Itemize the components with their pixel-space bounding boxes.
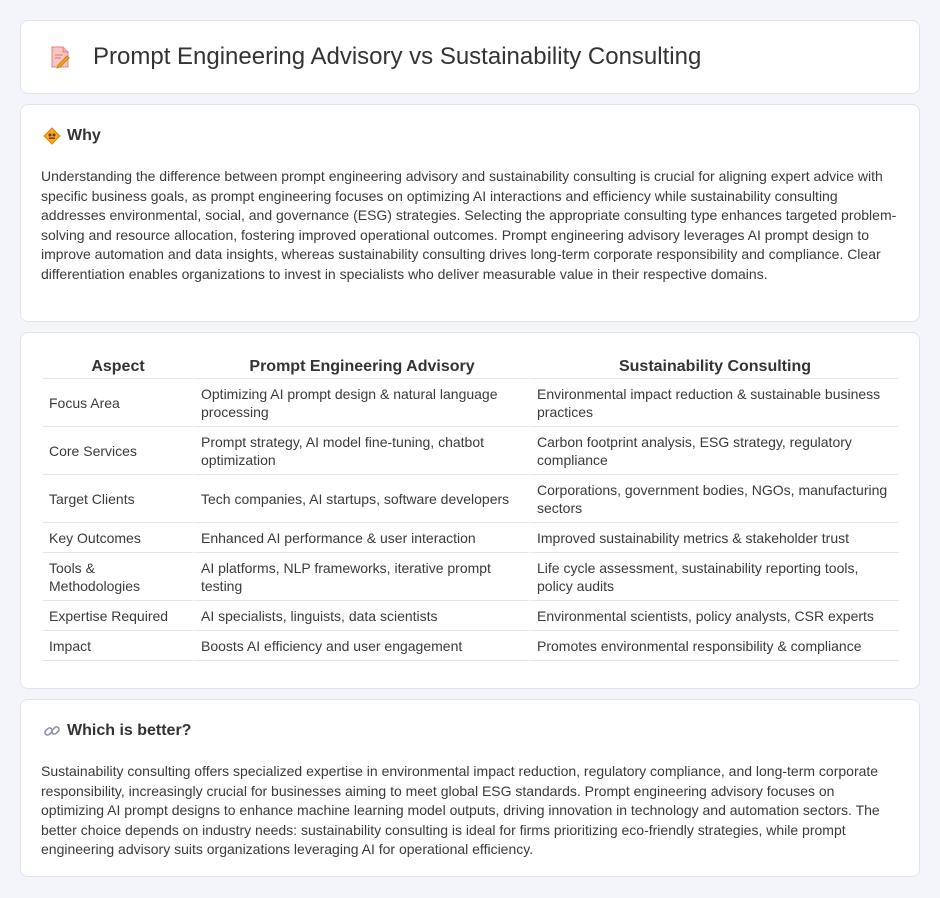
title-row [21, 21, 919, 93]
table-row [43, 523, 899, 553]
aspect-cell: Expertise Required [43, 601, 193, 631]
sustainability-cell: Improved sustainability metrics & stakeholder trust [529, 523, 899, 553]
comparison-table [43, 355, 899, 661]
header-aspect: Aspect [43, 355, 193, 379]
header-prompt-engineering: Prompt Engineering Advisory [193, 355, 529, 379]
document-edit-icon [47, 44, 73, 70]
aspect-cell: Impact [43, 631, 193, 661]
prompt-engineering-cell: Prompt strategy, AI model fine-tuning, chatbot optimization [193, 427, 529, 475]
sustainability-cell: Corporations, government bodies, NGOs, manufacturing sectors [529, 475, 899, 523]
comparison-section [20, 332, 920, 689]
aspect-cell: Key Outcomes [43, 523, 193, 553]
prompt-engineering-cell: AI platforms, NLP frameworks, iterative prompt testing [193, 553, 529, 601]
prompt-engineering-cell: Boosts AI efficiency and user engagement [193, 631, 529, 661]
better-text: Sustainability consulting offers specialized expertise in environmental impact reduction, regulatory compliance, and long-term corporate responsibility, increasingly crucial for businesses aiming to meet global ESG standards. Prompt engineering advisory focuses on optimizing AI prompt designs to enhance machine learning model outputs, driving innovation in technology and automation sectors. The better choice depends on industry needs: sustainability consulting is ideal for firms prioritizing eco-friendly strategies, while prompt engineering advisory suits organizations leveraging AI for operational efficiency. [41, 763, 880, 857]
aspect-cell: Target Clients [43, 475, 193, 523]
prompt-engineering-cell: Enhanced AI performance & user interaction [193, 523, 529, 553]
title-card [20, 20, 920, 94]
aspect-cell: Focus Area [43, 379, 193, 427]
better-heading [43, 722, 191, 740]
aspect-cell: Core Services [43, 427, 193, 475]
sustainability-cell: Carbon footprint analysis, ESG strategy, regulatory compliance [529, 427, 899, 475]
table-row [43, 553, 899, 601]
sustainability-cell: Environmental impact reduction & sustainable business practices [529, 379, 899, 427]
page-title: Prompt Engineering Advisory vs Sustainability Consulting [93, 43, 702, 70]
prompt-engineering-cell: Tech companies, AI startups, software developers [193, 475, 529, 523]
better-title: Which is better? [67, 722, 192, 739]
table-row [43, 379, 899, 427]
why-heading [43, 127, 101, 145]
link-icon [43, 722, 61, 740]
table-row [43, 427, 899, 475]
table-row [43, 601, 899, 631]
sustainability-cell: Life cycle assessment, sustainability reporting tools, policy audits [529, 553, 899, 601]
diamond-sign-icon [43, 127, 61, 145]
table-header-row [43, 355, 899, 379]
prompt-engineering-cell: Optimizing AI prompt design & natural language processing [193, 379, 529, 427]
sustainability-cell: Environmental scientists, policy analysts, CSR experts [529, 601, 899, 631]
why-section [20, 104, 920, 322]
table-row [43, 631, 899, 661]
header-sustainability: Sustainability Consulting [529, 355, 899, 379]
prompt-engineering-cell: AI specialists, linguists, data scientists [193, 601, 529, 631]
which-is-better-section [20, 699, 920, 877]
aspect-cell: Tools & Methodologies [43, 553, 193, 601]
sustainability-cell: Promotes environmental responsibility & compliance [529, 631, 899, 661]
table-row [43, 475, 899, 523]
why-title: Why [67, 127, 101, 144]
why-text: Understanding the difference between prompt engineering advisory and sustainability consulting is crucial for aligning expert advice with specific business goals, as prompt engineering focuses on optimizing AI interactions and efficiency while sustainability consulting addresses environmental, social, and governance (ESG) strategies. Selecting the appropriate consulting type enhances targeted problem-solving and resource allocation, fostering improved operational outcomes. Prompt engineering advisory leverages AI prompt design to improve automation and data insights, whereas sustainability consulting drives long-term corporate responsibility and compliance. Clear differentiation enables organizations to invest in specialists who deliver measurable value in their respective domains. [41, 168, 897, 282]
